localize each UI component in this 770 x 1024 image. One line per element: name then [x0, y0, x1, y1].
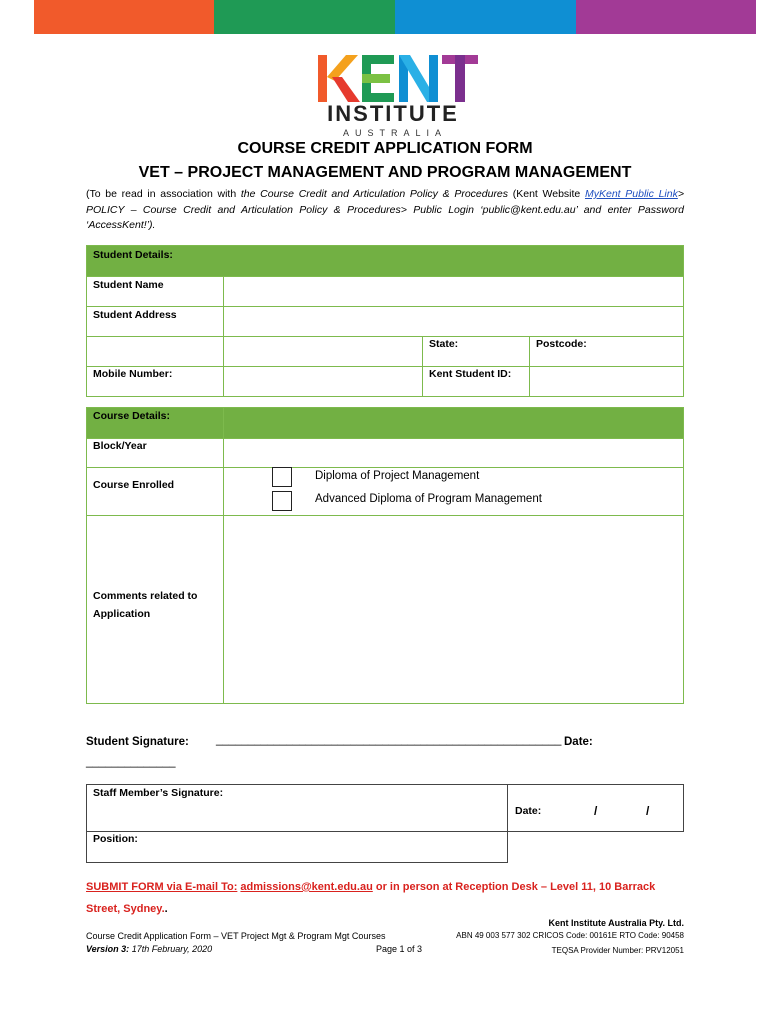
course-enrolled-label: Course Enrolled — [93, 479, 175, 491]
comments-field[interactable] — [223, 515, 684, 704]
intro-paragraph — [86, 187, 684, 234]
student-signature-label: Student Signature: — [86, 736, 189, 748]
stripe-purple — [576, 0, 756, 34]
staff-signature-label: Staff Member’s Signature: — [93, 787, 224, 799]
admissions-email-link[interactable]: admissions@kent.edu.au — [240, 881, 373, 893]
intro-text-1: (To be read in association with — [86, 188, 241, 200]
kent-id-label: Kent Student ID: — [429, 368, 512, 380]
submit-instructions — [86, 876, 686, 920]
advanced-diploma-checkbox[interactable] — [272, 491, 292, 511]
footer-version-date: 17th February, 2020 — [131, 944, 213, 954]
staff-date-label: Date: — [515, 805, 542, 817]
student-details-title: Student Details: — [93, 249, 173, 261]
footer-page: Page 1 of 3 — [376, 944, 423, 954]
footer-teqsa: TEQSA Provider Number: PRV12051 — [551, 946, 684, 955]
student-address-field[interactable] — [223, 306, 684, 337]
postcode-label: Postcode: — [536, 338, 587, 350]
intro-text-4: > POLICY – Course Credit and Articulation Policy & Procedures> Public Login ‘public@kent.edu.au’ and enter Password ‘AccessKent!’). — [86, 188, 684, 231]
submit-label: SUBMIT FORM via E-mail To: — [86, 881, 238, 893]
address-line2-field[interactable] — [223, 336, 423, 367]
student-date-label: Date: — [564, 736, 593, 748]
student-date-line[interactable]: ______________ — [86, 756, 176, 768]
student-details-header — [86, 245, 684, 277]
mykent-link[interactable]: MyKent Public Link — [584, 188, 678, 200]
kent-id-field[interactable] — [529, 366, 684, 397]
student-name-field[interactable] — [223, 276, 684, 307]
student-address-label: Student Address — [93, 309, 177, 321]
footer-form-name: Course Credit Application Form – VET Project Mgt & Program Mgt Courses — [86, 931, 386, 941]
block-year-field[interactable] — [223, 438, 684, 468]
mobile-label: Mobile Number: — [93, 368, 173, 380]
course-details-header-right — [223, 407, 684, 439]
form-title: COURSE CREDIT APPLICATION FORM — [237, 140, 533, 157]
intro-policy-name: the Course Credit and Articulation Policy & Procedures — [240, 188, 509, 200]
footer-company: Kent Institute Australia Pty. Ltd. — [548, 918, 684, 928]
submit-text: or in person at Reception Desk – Level 11, 10 Barrack Street, Sydney. — [86, 881, 656, 915]
advanced-diploma-option-label: Advanced Diploma of Program Management — [315, 493, 542, 505]
logo-australia-text: AUSTRALIA — [342, 128, 447, 138]
comments-label: Comments related to Application — [93, 590, 198, 620]
address-blank-cell — [86, 336, 224, 367]
position-box[interactable] — [86, 831, 508, 863]
footer-version-label: Version 3: — [86, 944, 130, 954]
footer-version — [86, 944, 212, 954]
stripe-blue — [395, 0, 576, 34]
position-label: Position: — [93, 833, 138, 845]
date-slash-1: / — [594, 804, 598, 818]
block-year-label: Block/Year — [93, 440, 147, 452]
form-subtitle: VET – PROJECT MANAGEMENT AND PROGRAM MANAGEMENT — [138, 164, 632, 181]
intro-text-3: (Kent Website — [508, 188, 585, 200]
mobile-field[interactable] — [223, 366, 423, 397]
diploma-checkbox[interactable] — [272, 467, 292, 487]
footer-abn: ABN 49 003 577 302 CRICOS Code: 00161E RTO Code: 90458 — [456, 931, 684, 940]
stripe-green — [214, 0, 395, 34]
submit-trailing-dot: . — [164, 903, 168, 915]
date-slash-2: / — [646, 804, 650, 818]
state-label: State: — [429, 338, 459, 350]
kent-logo — [318, 55, 478, 105]
student-signature-line[interactable]: ______________________________________________________ — [216, 734, 562, 746]
course-details-title: Course Details: — [93, 410, 171, 422]
stripe-orange — [34, 0, 214, 34]
student-name-label: Student Name — [93, 279, 164, 291]
logo-institute-text: INSTITUTE — [327, 101, 459, 126]
diploma-option-label: Diploma of Project Management — [315, 470, 480, 482]
course-enrolled-label-cell — [86, 467, 224, 516]
